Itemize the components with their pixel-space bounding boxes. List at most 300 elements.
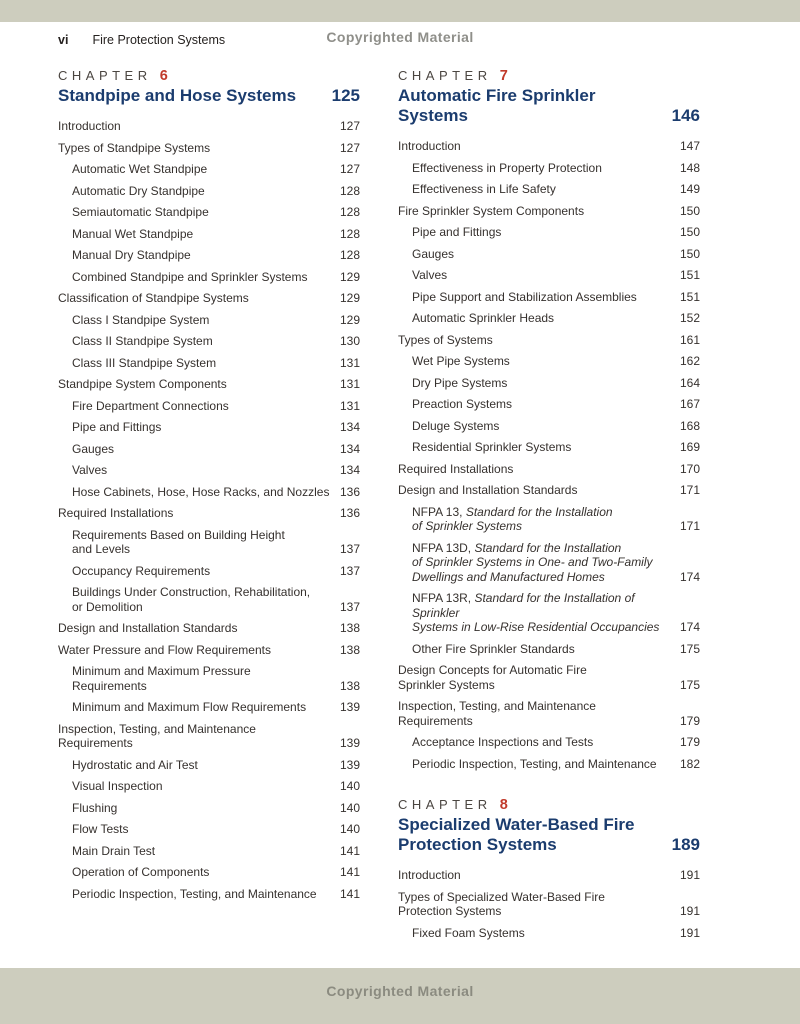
toc-entry	[398, 890, 700, 919]
toc-page-number: 128	[339, 205, 360, 219]
chapter-heading	[398, 797, 700, 855]
toc-entry	[58, 141, 360, 156]
toc-entry-line	[412, 591, 670, 620]
toc-entry	[398, 268, 700, 283]
toc-entry-text	[72, 564, 340, 579]
toc-entry-line	[72, 399, 330, 414]
toc-entry	[398, 204, 700, 219]
toc-entry-text	[72, 399, 340, 414]
toc-entry	[398, 505, 700, 534]
entry-text: Standpipe System Components	[58, 377, 227, 391]
toc-entry	[398, 642, 700, 657]
toc-page-number: 148	[679, 160, 700, 175]
toc-page-number: 138	[339, 621, 360, 635]
toc-entry-text	[412, 757, 680, 772]
toc-columns	[58, 68, 700, 947]
toc-page-number: 131	[339, 398, 360, 413]
toc-entry	[58, 291, 360, 306]
toc-page-number: 174	[679, 620, 700, 634]
entry-text: Required Installations	[398, 461, 514, 476]
chapter-title-text: Specialized Water-Based Fire	[398, 815, 635, 834]
copyright-notice-bottom: Copyrighted Material	[326, 983, 474, 999]
toc-entry-text	[412, 591, 680, 635]
toc-page-number: 191	[679, 868, 700, 882]
toc-page-number: 131	[339, 377, 360, 391]
toc-entry	[58, 399, 360, 414]
entry-text: Preaction Systems	[412, 397, 513, 411]
toc-entry-line	[412, 161, 670, 176]
toc-page-number: 138	[339, 642, 360, 657]
chapter-title-line	[398, 835, 700, 855]
entry-text: or Demolition	[72, 599, 143, 614]
toc-entry-line	[412, 642, 670, 657]
folio-page-number: vi	[58, 33, 69, 47]
toc-entry	[398, 290, 700, 305]
toc-page-number: 147	[679, 139, 700, 153]
toc-page-number: 130	[339, 334, 360, 348]
entry-text-italic: Standard for the Installation	[465, 504, 613, 519]
toc-entry-line	[58, 736, 330, 751]
chapter-label	[58, 68, 360, 84]
toc-entry	[58, 485, 360, 500]
chapter-title	[398, 86, 700, 126]
chapter-heading	[398, 68, 700, 126]
toc-entry	[58, 420, 360, 435]
entry-text: Fire Department Connections	[72, 398, 229, 413]
running-header	[58, 33, 225, 47]
toc-entry-line	[72, 334, 330, 349]
toc-entry-line	[72, 356, 330, 371]
toc-entry-line	[412, 620, 670, 635]
toc-entry-line	[398, 699, 670, 714]
toc-entry-text	[72, 420, 340, 435]
toc-entry-text	[398, 204, 680, 219]
toc-entry-line	[412, 354, 670, 369]
toc-page-number: 128	[339, 183, 360, 198]
running-book-title: Fire Protection Systems	[92, 33, 226, 47]
toc-page-number: 175	[679, 677, 700, 692]
toc-page-number: 128	[339, 226, 360, 241]
toc-entry-text	[72, 463, 340, 478]
toc-entry	[398, 462, 700, 477]
toc-entry	[58, 162, 360, 177]
toc-entry	[58, 119, 360, 134]
toc-entry	[58, 442, 360, 457]
toc-entry-line	[398, 139, 670, 154]
toc-entry-line	[58, 291, 330, 306]
toc-entry-line	[412, 541, 670, 556]
chapter-title-text: Automatic Fire Sprinkler	[398, 86, 596, 105]
entry-text-italic: Dwellings and Manufactured Homes	[412, 569, 605, 584]
toc-entry	[398, 440, 700, 455]
entry-text: Automatic Dry Standpipe	[72, 183, 205, 198]
toc-entry-line	[58, 621, 330, 636]
toc-entry	[398, 182, 700, 197]
toc-page-number: 131	[339, 355, 360, 370]
toc-page-number: 168	[679, 418, 700, 433]
toc-entry-text	[412, 290, 680, 305]
toc-entry-text	[412, 397, 680, 412]
entry-text: Periodic Inspection, Testing, and Maintenance	[72, 886, 317, 901]
chapter-number: 7	[499, 68, 508, 84]
toc-entry-text	[72, 779, 340, 794]
toc-entry	[398, 225, 700, 240]
toc-entry-line	[72, 313, 330, 328]
entry-text: Introduction	[398, 139, 461, 153]
toc-entry	[58, 564, 360, 579]
toc-entry-line	[412, 268, 670, 283]
entry-text: Design and Installation Standards	[398, 483, 578, 497]
entry-text: Requirements	[398, 713, 473, 728]
toc-entry-line	[412, 735, 670, 750]
chapter-title	[398, 815, 700, 855]
toc-entry-line	[72, 184, 330, 199]
entry-text: NFPA 13,	[412, 504, 466, 519]
toc-entry-line	[72, 664, 330, 679]
chapter-number: 6	[159, 68, 168, 84]
toc-page-number: 182	[679, 756, 700, 771]
toc-entry-text	[398, 333, 680, 348]
toc-entry-text	[72, 758, 340, 773]
toc-page-number: 134	[339, 441, 360, 456]
chapter-heading	[58, 68, 360, 106]
entry-text: Introduction	[58, 119, 121, 133]
toc-page-number: 141	[339, 886, 360, 901]
toc-entry-line	[412, 419, 670, 434]
chapter-label-text: CHAPTER	[58, 68, 160, 83]
toc-entry-line	[412, 757, 670, 772]
toc-entry-text	[72, 248, 340, 263]
entry-text: Requirements Based on Building Height	[72, 527, 285, 542]
chapter-label-text: CHAPTER	[398, 68, 500, 83]
entry-text: Pipe Support and Stabilization Assemblies	[412, 289, 637, 304]
entry-text: Operation of Components	[72, 865, 210, 879]
toc-entry-text	[72, 205, 340, 220]
toc-page-number: 139	[339, 700, 360, 714]
toc-entry	[58, 865, 360, 880]
entry-text: Periodic Inspection, Testing, and Maintenance	[412, 756, 657, 771]
toc-entry-line	[412, 225, 670, 240]
entry-text: Main Drain Test	[72, 843, 156, 858]
toc-entry	[58, 506, 360, 521]
entry-text-italic: of Sprinkler Systems in One- and Two-Family	[412, 555, 653, 569]
entry-text: Valves	[412, 268, 448, 282]
entry-text: Introduction	[398, 868, 461, 882]
toc-page-number: 136	[339, 506, 360, 520]
toc-page-number: 179	[679, 735, 700, 749]
entry-text: NFPA 13R,	[412, 591, 475, 605]
toc-entry-text	[72, 700, 340, 715]
toc-entry-line	[398, 714, 670, 729]
toc-entry	[398, 354, 700, 369]
toc-page-number: 127	[339, 119, 360, 133]
toc-page-number: 139	[339, 736, 360, 750]
entry-text: Requirements	[58, 736, 133, 750]
toc-entry	[398, 757, 700, 772]
toc-entry	[58, 887, 360, 902]
toc-entry-line	[72, 679, 330, 694]
toc-entry-text	[72, 865, 340, 880]
entry-text: Fixed Foam Systems	[412, 925, 525, 940]
toc-entry-line	[58, 377, 330, 392]
toc-page-number: 129	[339, 312, 360, 327]
toc-entry	[398, 868, 700, 883]
entry-text: Dry Pipe Systems	[412, 375, 508, 390]
toc-entry-text	[412, 182, 680, 197]
toc-entry	[58, 205, 360, 220]
toc-entry	[58, 801, 360, 816]
toc-entry-line	[398, 904, 670, 919]
chapter-title-line	[58, 86, 360, 106]
toc-entry-line	[412, 397, 670, 412]
toc-entry-line	[398, 868, 670, 883]
toc-entry-line	[72, 822, 330, 837]
toc-page-number: 150	[679, 225, 700, 239]
chapter-title-text: Standpipe and Hose Systems	[58, 86, 297, 105]
toc-entry	[398, 483, 700, 498]
toc-page-number: 171	[679, 519, 700, 533]
toc-entry	[58, 227, 360, 242]
toc-entry-line	[72, 564, 330, 579]
toc-entry-text	[412, 735, 680, 750]
toc-entry-line	[398, 663, 670, 678]
chapter-label	[398, 68, 700, 84]
toc-entry-text	[412, 440, 680, 455]
toc-entry-line	[412, 182, 670, 197]
toc-entry-line	[72, 585, 330, 600]
toc-entry-text	[72, 887, 340, 902]
toc-column-left	[58, 68, 360, 947]
entry-text: Design and Installation Standards	[58, 621, 238, 635]
toc-entry-text	[412, 541, 680, 585]
toc-page-number: 179	[679, 713, 700, 728]
toc-entry-text	[72, 356, 340, 371]
toc-page-number: 152	[679, 311, 700, 325]
toc-entry-line	[412, 519, 670, 534]
toc-entry-line	[398, 890, 670, 905]
toc-entry	[58, 844, 360, 859]
toc-entry	[58, 248, 360, 263]
toc-page-number: 140	[339, 822, 360, 836]
entry-text: Required Installations	[58, 506, 174, 520]
toc-page-number: 149	[679, 182, 700, 196]
toc-entry	[398, 397, 700, 412]
toc-page-number: 150	[679, 246, 700, 261]
toc-entry-line	[412, 570, 670, 585]
entry-text: Requirements	[72, 678, 147, 693]
toc-entry-text	[72, 270, 340, 285]
toc-page-number: 134	[339, 420, 360, 434]
toc-entry-line	[412, 247, 670, 262]
toc-entry-text	[72, 334, 340, 349]
entry-text: Flushing	[72, 800, 118, 815]
entry-text: Combined Standpipe and Sprinkler Systems	[72, 269, 308, 284]
toc-page-number: 167	[679, 397, 700, 411]
toc-entry-line	[72, 801, 330, 816]
toc-entry	[58, 270, 360, 285]
toc-entry-text	[398, 663, 680, 692]
toc-entry	[58, 463, 360, 478]
toc-entry	[58, 313, 360, 328]
toc-entry	[398, 161, 700, 176]
entry-text: Protection Systems	[398, 904, 502, 918]
toc-entry-line	[412, 376, 670, 391]
chapter-title-line	[398, 815, 700, 835]
entry-text: Minimum and Maximum Flow Requirements	[72, 700, 307, 714]
entry-text-italic: of Sprinkler Systems	[412, 519, 523, 533]
toc-entry	[398, 419, 700, 434]
toc-entry-text	[72, 442, 340, 457]
toc-entry	[58, 758, 360, 773]
entry-text: Gauges	[72, 441, 115, 456]
toc-page-number: 128	[339, 248, 360, 262]
toc-page-number: 129	[339, 291, 360, 305]
toc-entry-text	[72, 313, 340, 328]
toc-entry	[58, 334, 360, 349]
toc-entry-line	[412, 311, 670, 326]
toc-entry-line	[72, 270, 330, 285]
toc-page-number: 164	[679, 375, 700, 390]
entry-text: Types of Systems	[398, 332, 493, 347]
entry-text: Class III Standpipe System	[72, 355, 217, 370]
chapter-page-number: 146	[671, 106, 700, 125]
entry-text: Valves	[72, 463, 108, 477]
toc-entry	[398, 333, 700, 348]
entry-text: Pipe and Fittings	[72, 420, 162, 434]
toc-entry-line	[58, 722, 330, 737]
toc-page-number: 137	[339, 599, 360, 614]
toc-entry-text	[412, 354, 680, 369]
toc-entry-text	[72, 227, 340, 242]
entry-text: NFPA 13D,	[412, 540, 475, 555]
toc-entry	[58, 700, 360, 715]
toc-entry-line	[72, 227, 330, 242]
toc-entry	[58, 643, 360, 658]
toc-entry	[398, 247, 700, 262]
toc-entry	[398, 926, 700, 941]
toc-entry-text	[58, 119, 340, 134]
entry-text: Design Concepts for Automatic Fire	[398, 663, 587, 677]
toc-entry-line	[412, 290, 670, 305]
toc-page-number: 151	[679, 289, 700, 304]
chapter-label-text: CHAPTER	[398, 797, 500, 812]
entry-text: Automatic Wet Standpipe	[72, 162, 208, 176]
toc-page-number: 191	[679, 925, 700, 940]
toc-page-number: 141	[339, 865, 360, 879]
toc-entry-text	[412, 225, 680, 240]
toc-entry-text	[58, 291, 340, 306]
toc-entry-line	[72, 248, 330, 263]
toc-page-number: 141	[339, 843, 360, 858]
toc-entry	[58, 822, 360, 837]
toc-page-number: 129	[339, 269, 360, 284]
toc-page-number: 174	[679, 569, 700, 584]
toc-entry	[58, 184, 360, 199]
toc-entry	[58, 621, 360, 636]
entry-text: Manual Wet Standpipe	[72, 226, 194, 241]
toc-entry-line	[398, 462, 670, 477]
toc-entry-text	[72, 664, 340, 693]
toc-entry-line	[398, 678, 670, 693]
toc-entry-text	[72, 801, 340, 816]
entry-text: Automatic Sprinkler Heads	[412, 311, 555, 325]
entry-text: Wet Pipe Systems	[412, 354, 510, 368]
toc-entry-line	[72, 865, 330, 880]
toc-page-number: 137	[339, 542, 360, 556]
toc-entry-line	[58, 141, 330, 156]
toc-entry-line	[72, 600, 330, 615]
toc-entry-text	[398, 890, 680, 919]
entry-text: Visual Inspection	[72, 779, 163, 793]
toc-page-number: 171	[679, 483, 700, 497]
toc-column-right	[398, 68, 700, 947]
entry-text: Inspection, Testing, and Maintenance	[58, 721, 256, 736]
toc-entry-text	[398, 483, 680, 498]
toc-entry-line	[398, 204, 670, 219]
toc-entry	[398, 735, 700, 750]
toc-entry-text	[58, 621, 340, 636]
toc-entry	[398, 376, 700, 391]
toc-entry-text	[72, 528, 340, 557]
toc-entry	[58, 585, 360, 614]
chapter-title-line	[398, 86, 700, 106]
toc-entry-text	[398, 139, 680, 154]
entry-text: Buildings Under Construction, Rehabilitation,	[72, 585, 311, 599]
toc-entry	[398, 663, 700, 692]
toc-page-number: 134	[339, 463, 360, 477]
toc-entry	[398, 139, 700, 154]
toc-entry-text	[412, 161, 680, 176]
toc-page-number: 139	[339, 757, 360, 772]
entry-text: and Levels	[72, 542, 131, 556]
entry-text: Fire Sprinkler System Components	[398, 203, 585, 218]
toc-entry	[58, 779, 360, 794]
toc-entry-line	[58, 119, 330, 134]
toc-page-number: 169	[679, 440, 700, 454]
toc-entry-text	[398, 462, 680, 477]
entry-text: Flow Tests	[72, 822, 129, 836]
toc-entry-line	[412, 505, 670, 520]
toc-entry-text	[412, 926, 680, 941]
entry-text: Minimum and Maximum Pressure	[72, 664, 251, 678]
entry-text: Acceptance Inspections and Tests	[412, 735, 594, 749]
entry-text: Types of Standpipe Systems	[58, 140, 211, 155]
chapter-title-line	[398, 106, 700, 126]
toc-entry-text	[412, 505, 680, 534]
toc-entry	[58, 356, 360, 371]
toc-page-number: 136	[339, 484, 360, 499]
toc-entry-text	[58, 141, 340, 156]
toc-entry-line	[398, 483, 670, 498]
toc-entry-line	[72, 779, 330, 794]
entry-text: Class I Standpipe System	[72, 312, 210, 327]
toc-entry-text	[58, 377, 340, 392]
toc-entry-line	[72, 542, 330, 557]
toc-entry-line	[72, 758, 330, 773]
entry-text: Inspection, Testing, and Maintenance	[398, 699, 596, 713]
toc-entry-text	[58, 506, 340, 521]
toc-entry-text	[412, 247, 680, 262]
toc-entry-line	[412, 926, 670, 941]
toc-entry-text	[412, 311, 680, 326]
toc-entry	[58, 377, 360, 392]
toc-entry-line	[72, 205, 330, 220]
toc-page-number: 191	[679, 904, 700, 918]
toc-page-number: 170	[679, 461, 700, 476]
entry-text-italic: Systems in Low-Rise Residential Occupancies	[412, 620, 660, 634]
toc-entry	[58, 722, 360, 751]
entry-text: Deluge Systems	[412, 418, 500, 433]
